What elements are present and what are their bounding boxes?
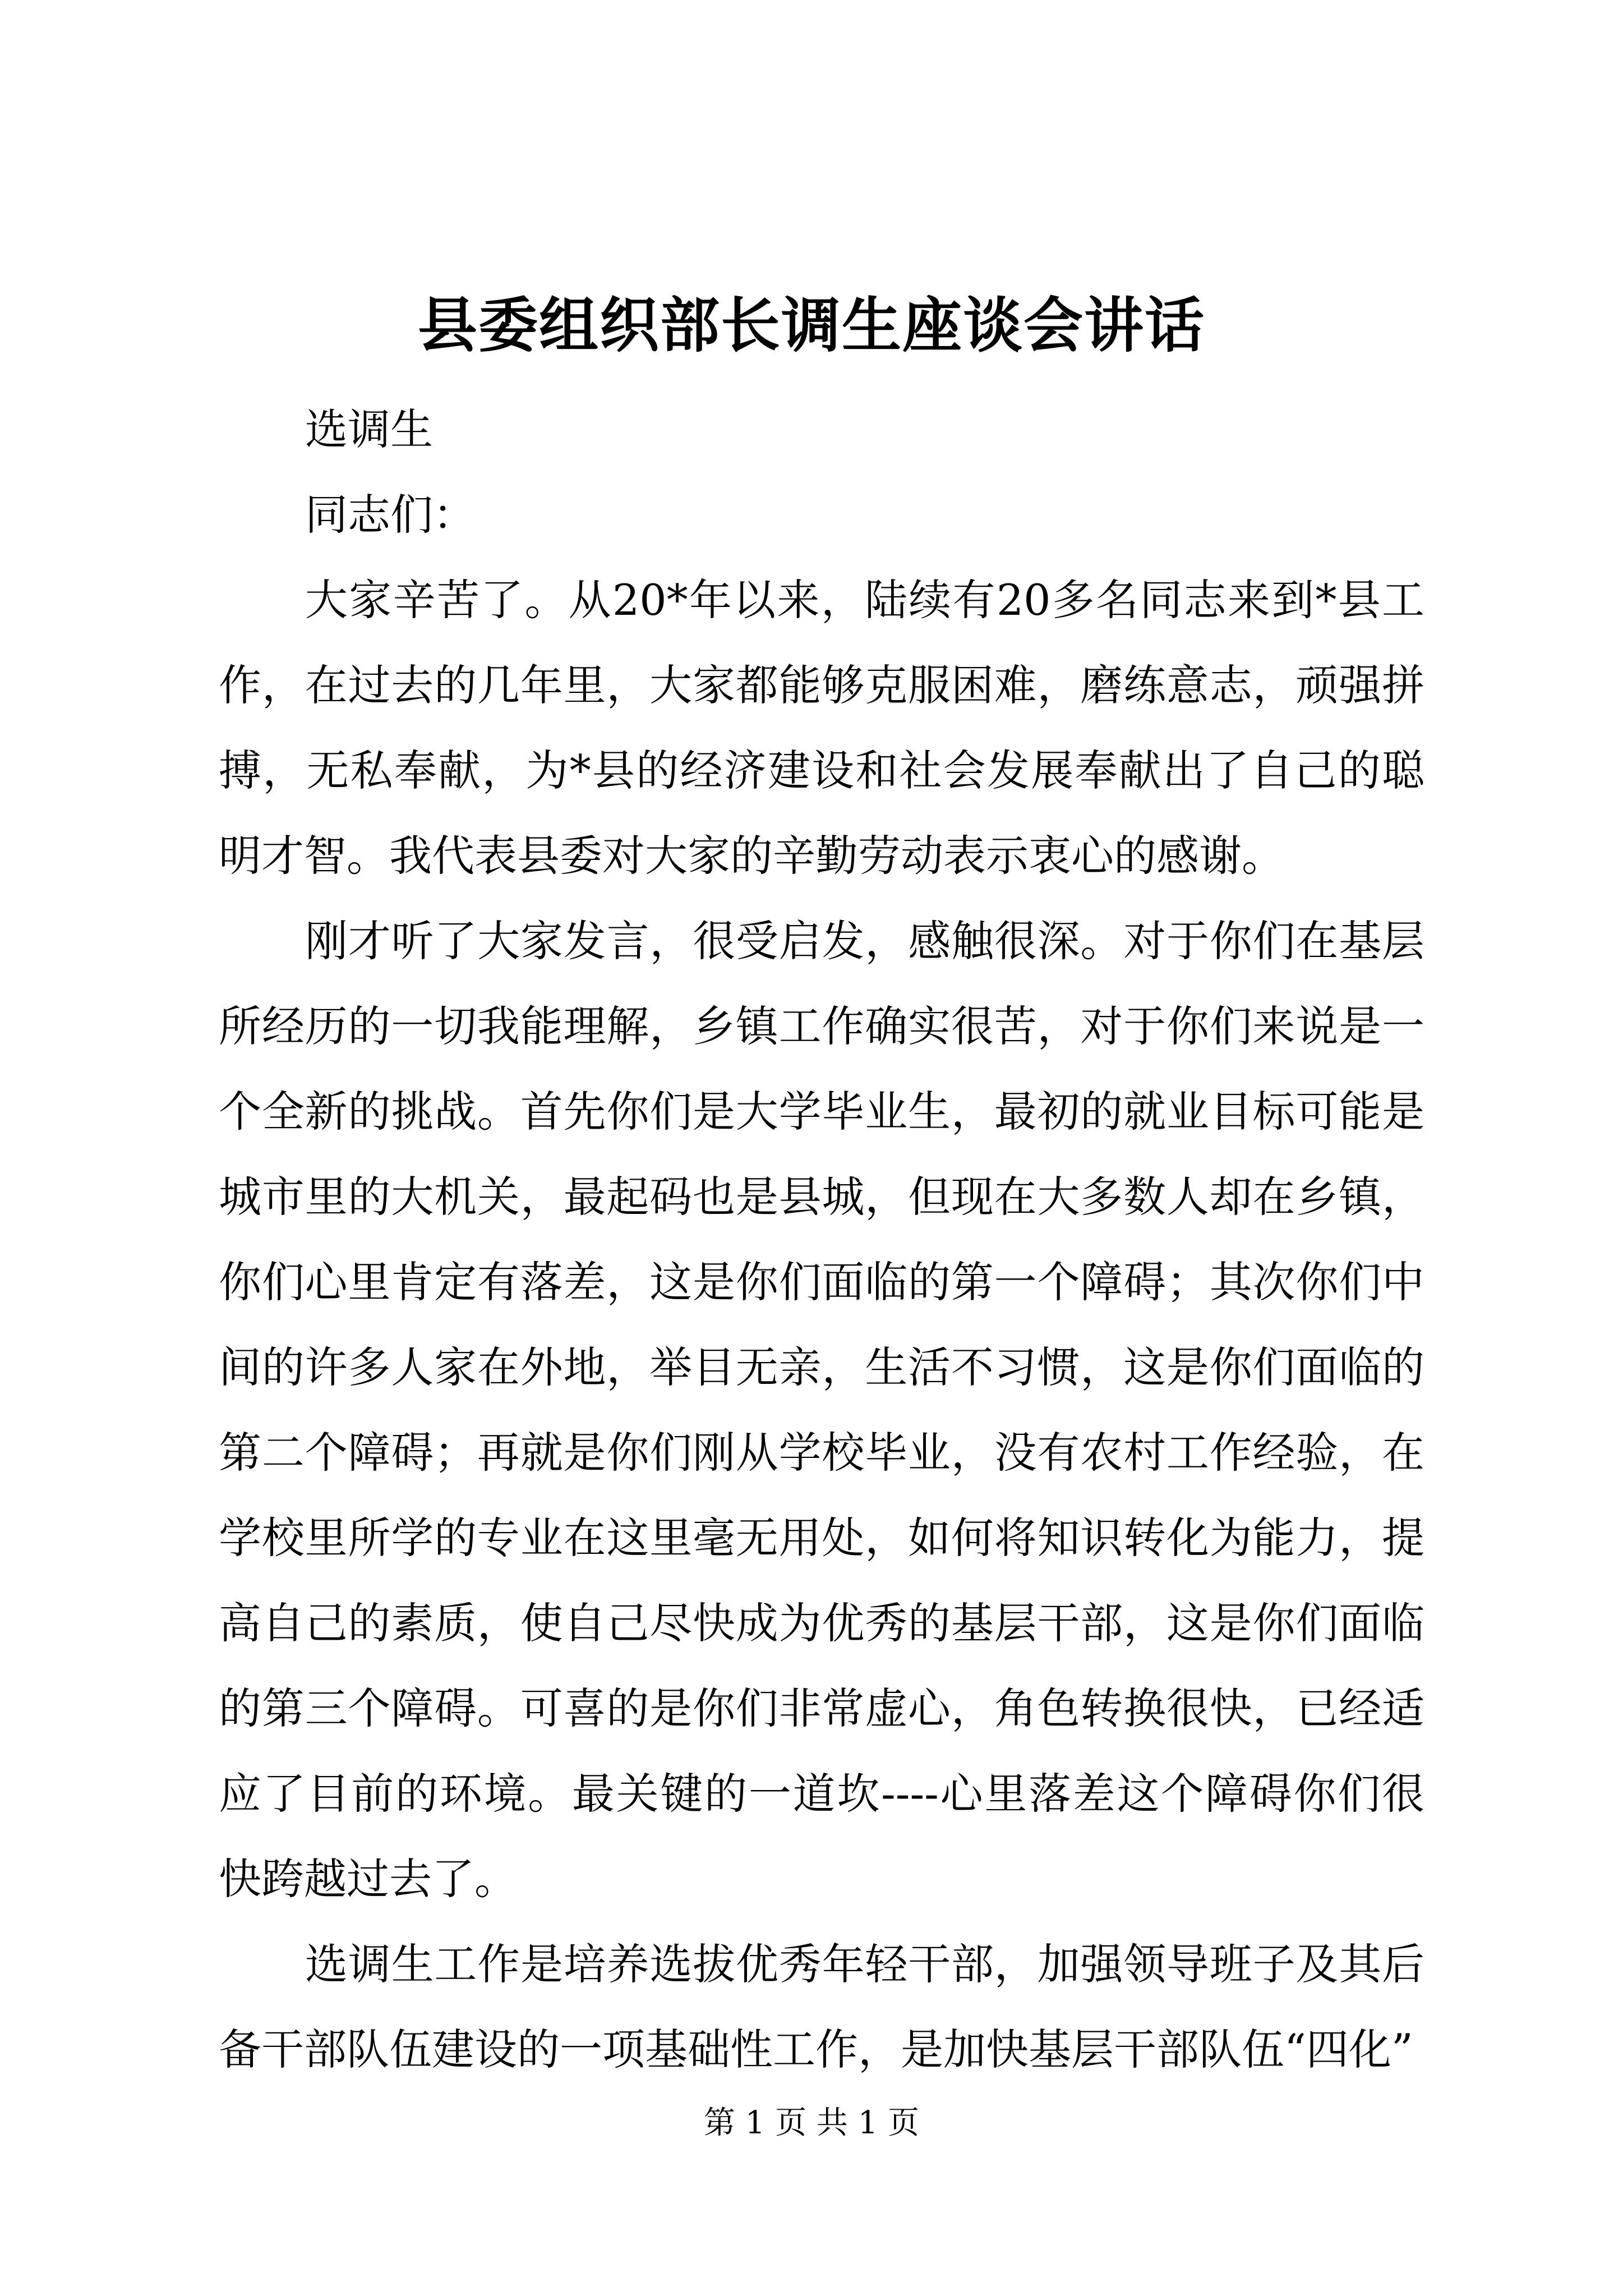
document-title: 县委组织部长调生座谈会讲话 xyxy=(418,290,1205,360)
paragraph-body: 大家辛苦了。从20*年以来，陆续有20多名同志来到*县工作，在过去的几年里，大家都能够克服困难，磨练意志，顽强拼搏，无私奉献，为*县的经济建设和社会发展奉献出了自己的聪明才智。我代表县委对大家的辛勤劳动表示衷心的感谢。 xyxy=(219,575,1424,881)
document-body xyxy=(219,387,1424,2092)
paragraph-subject: 选调生 xyxy=(305,404,433,454)
page-footer: 第 1 页 共 1 页 xyxy=(703,2105,920,2141)
paragraph-body: 刚才听了大家发言，很受启发，感触很深。对于你们在基层所经历的一切我能理解，乡镇工作确实很苦，对于你们来说是一个全新的挑战。首先你们是大学毕业生，最初的就业目标可能是城市里的大机关，最起码也是县城，但现在大多数人却在乡镇，你们心里肯定有落差，这是你们面临的第一个障碍；其次你们中间的许多人家在外地，举目无亲，生活不习惯，这是你们面临的第二个障碍；再就是你们刚从学校毕业，没有农村工作经验，在学校里所学的专业在这里毫无用处，如何将知识转化为能力，提高自己的素质，使自己尽快成为优秀的基层干部，这是你们面临的第三个障碍。可喜的是你们非常虚心，角色转换很快，已经适应了目前的环境。最关键的一道坎----心里落差这个障碍你们很快跨越过去了。 xyxy=(219,916,1424,1904)
paragraph-body: 选调生工作是培养选拔优秀年轻干部，加强领导班子及其后备干部队伍建设的一项基础性工作，是加快基层干部队伍“四化” xyxy=(219,1939,1424,2074)
paragraph-salutation: 同志们： xyxy=(305,490,476,540)
